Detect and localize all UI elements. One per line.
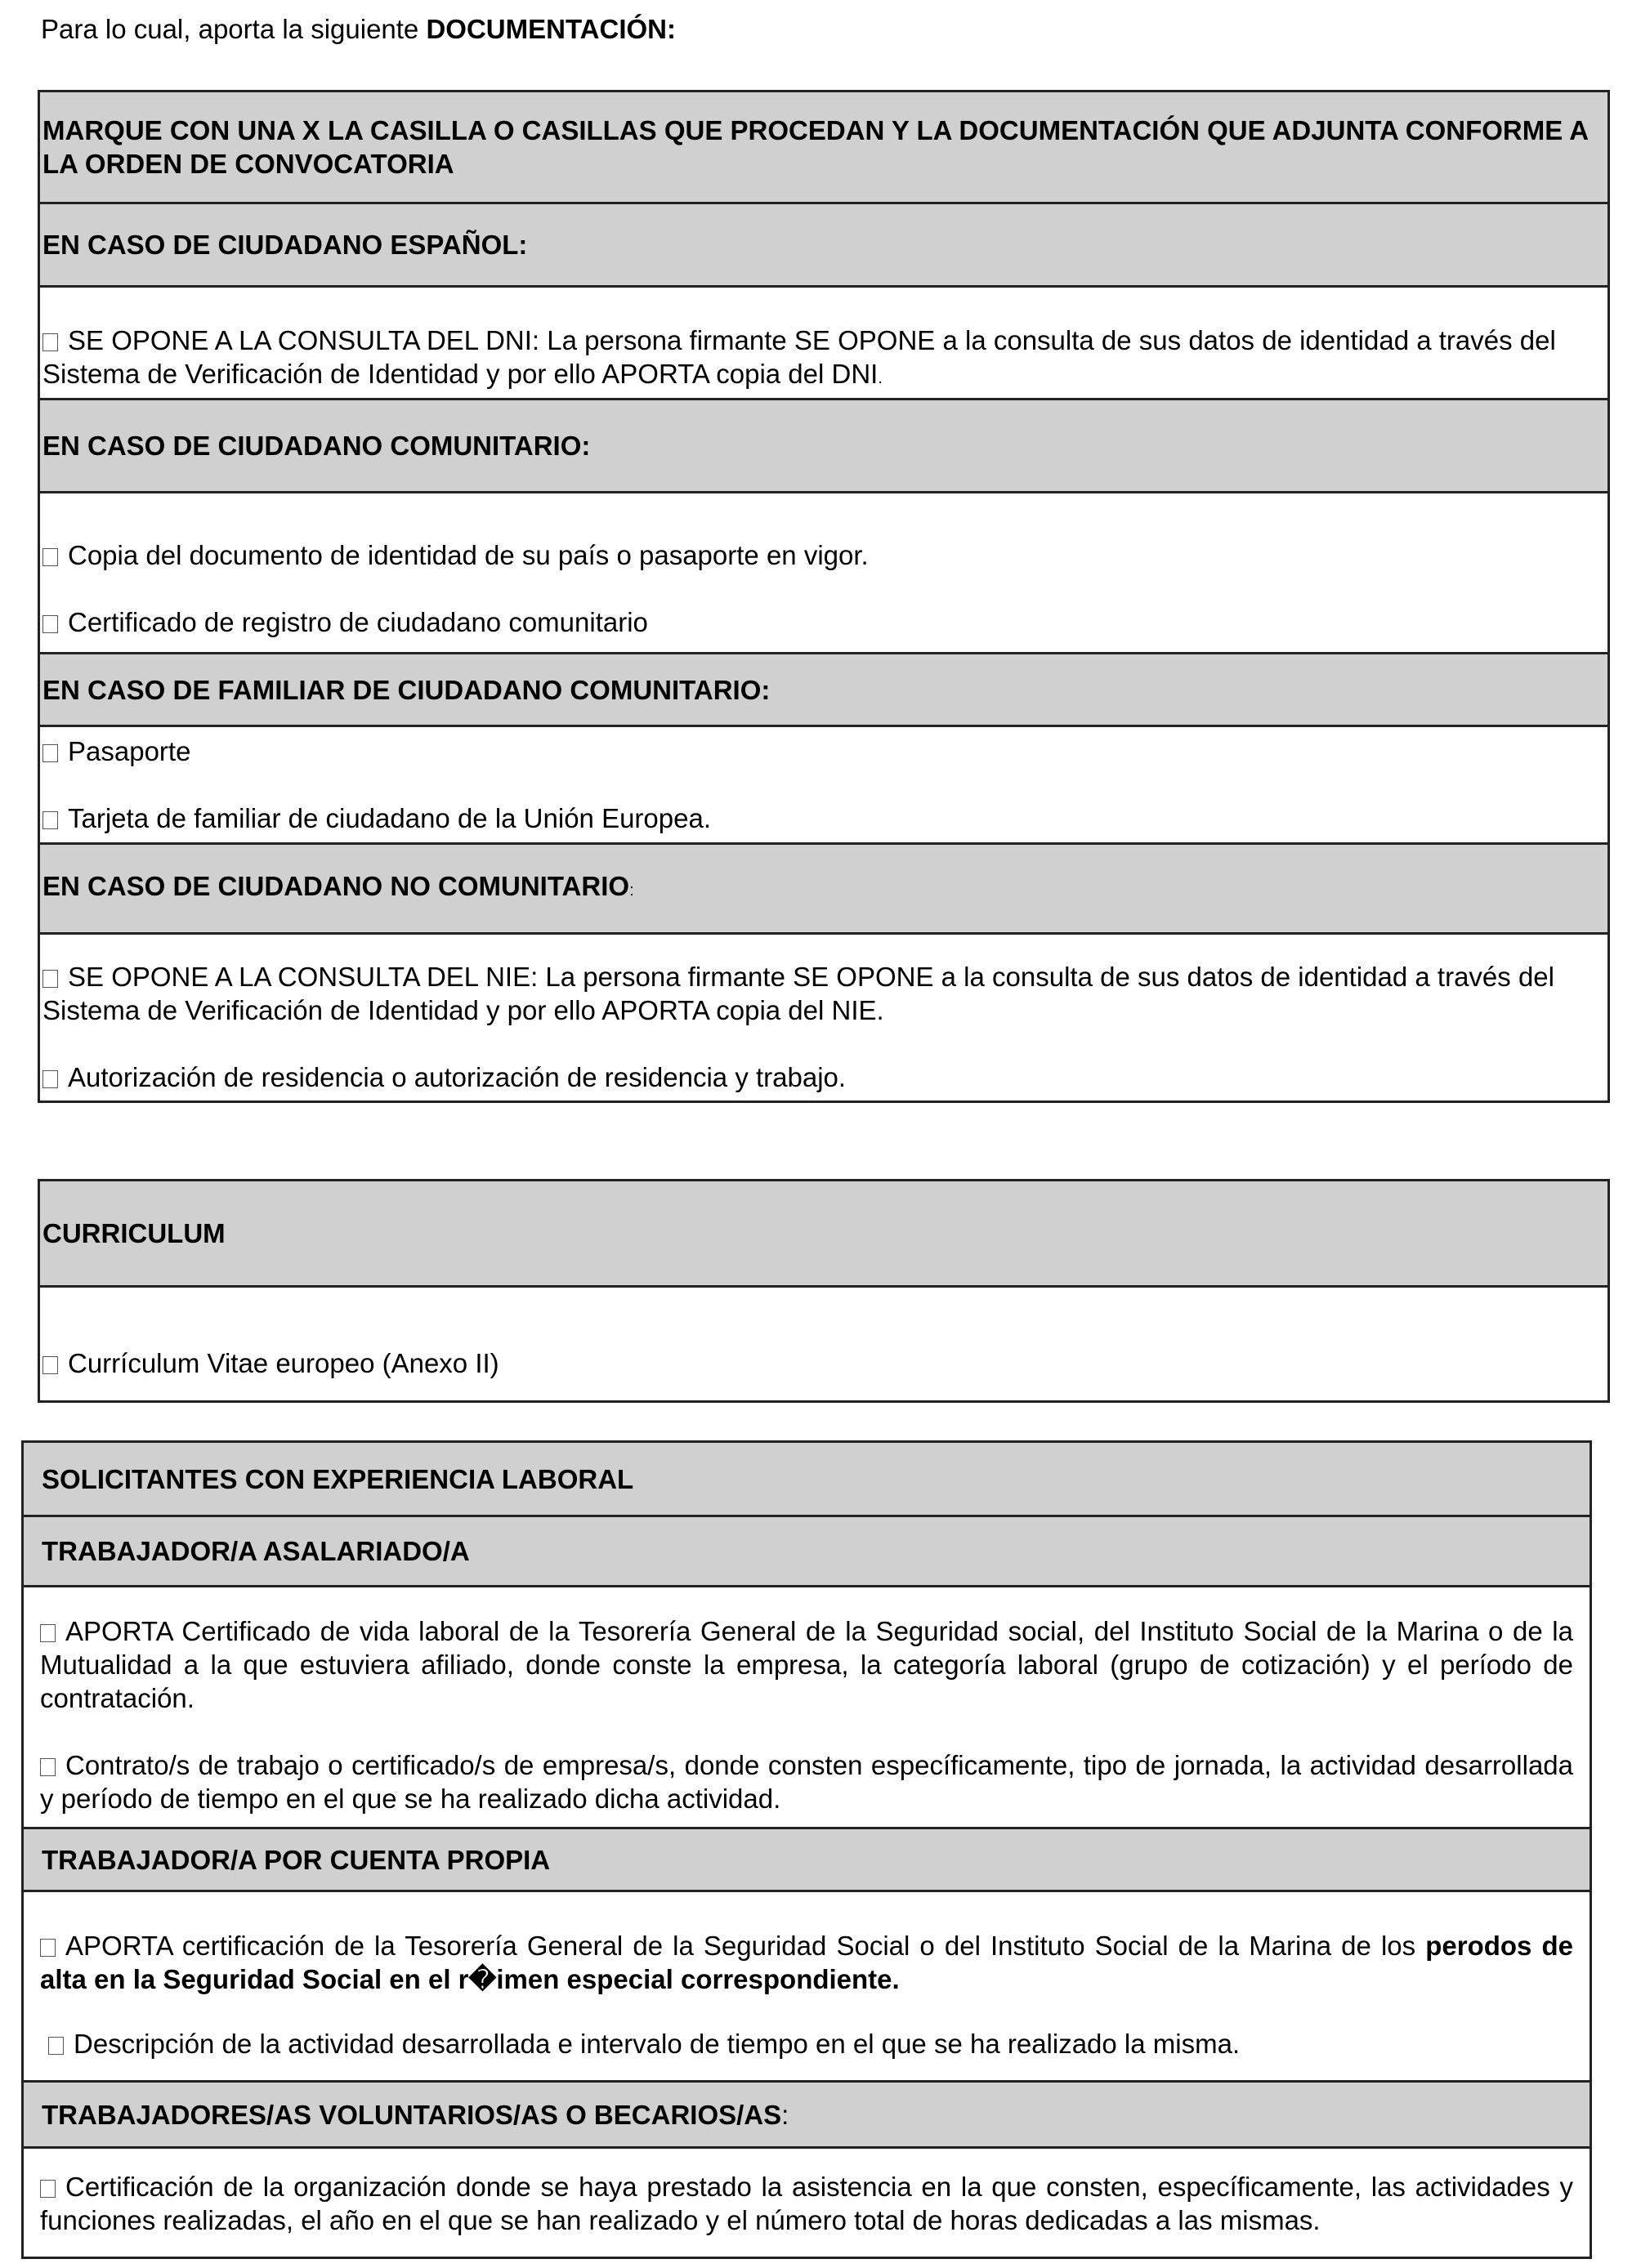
experience-table [21, 1440, 1592, 2259]
experience-table-title: SOLICITANTES CON EXPERIENCIA LABORAL [23, 1442, 1591, 1516]
header-espanol: EN CASO DE CIUDADANO ESPAÑOL: [39, 203, 1609, 287]
checkbox[interactable] [42, 811, 58, 829]
item-espanol-dni: SE OPONE A LA CONSULTA DEL DNI: La persona firmante SE OPONE a la consulta de sus datos de identidad a través del Sistema de Verificación de Identidad y por ello APORTA copia del DNI. [42, 325, 1556, 389]
section-espanol [39, 287, 1609, 400]
checkbox[interactable] [42, 548, 58, 566]
intro-bold: DOCUMENTACIÓN: [426, 14, 676, 44]
checkbox[interactable] [40, 1758, 56, 1776]
item-no-comunitario-residencia: Autorización de residencia o autorización de residencia y trabajo. [42, 1027, 1604, 1094]
checkbox[interactable] [42, 970, 58, 988]
header-asalariado: TRABAJADOR/A ASALARIADO/A [23, 1516, 1591, 1587]
checkbox[interactable] [42, 744, 58, 762]
checkbox[interactable] [42, 333, 58, 351]
checkbox[interactable] [40, 1939, 56, 1957]
section-cuenta-propia [23, 1891, 1591, 2082]
header-cuenta-propia: TRABAJADOR/A POR CUENTA PROPIA [23, 1828, 1591, 1891]
intro-prefix: Para lo cual, aporta la siguiente [41, 14, 427, 44]
item-no-comunitario-nie: SE OPONE A LA CONSULTA DEL NIE: La persona firmante SE OPONE a la consulta de sus datos de identidad a través del Sistema de Verificación de Identidad y por ello APORTA copia del NIE. [42, 962, 1554, 1025]
item-familiar-pasaporte: Pasaporte [42, 734, 1604, 768]
item-comunitario-pasaporte: Copia del documento de identidad de su país o pasaporte en vigor. [42, 507, 1604, 572]
section-curriculum [39, 1287, 1609, 1402]
header-voluntarios: TRABAJADORES/AS VOLUNTARIOS/AS O BECARIOS/AS: [23, 2082, 1591, 2148]
item-cuenta-propia-certificacion: APORTA certificación de la Tesorería General de la Seguridad Social o del Instituto Social de la Marina de los perodos de alta en la Seguridad Social en el r�imen especial correspondiente. [40, 1930, 1573, 1994]
item-asalariado-vida-laboral: APORTA Certificado de vida laboral de la Tesorería General de la Seguridad social, del Instituto Social de la Marina o de la Mutualidad a la que estuviera afiliado, donde conste la empresa, la categoría laboral (grupo de cotización) y el período de contratación. [40, 1615, 1573, 1713]
checkbox[interactable] [40, 2180, 56, 2198]
header-comunitario: EN CASO DE CIUDADANO COMUNITARIO: [39, 400, 1609, 493]
checkbox[interactable] [40, 1624, 56, 1642]
section-familiar [39, 726, 1609, 844]
item-familiar-tarjeta: Tarjeta de familiar de ciudadano de la Unión Europea. [42, 768, 1604, 835]
intro-line [41, 11, 676, 47]
header-curriculum: CURRICULUM [39, 1181, 1609, 1287]
item-comunitario-registro: Certificado de registro de ciudadano comunitario [42, 572, 1604, 639]
checkbox[interactable] [42, 1070, 58, 1088]
section-asalariado [23, 1587, 1591, 1828]
identity-table-title: MARQUE CON UNA X LA CASILLA O CASILLAS QUE PROCEDAN Y LA DOCUMENTACIÓN QUE ADJUNTA CONFORME A LA ORDEN DE CONVOCATORIA [39, 92, 1609, 203]
checkbox[interactable] [42, 1356, 58, 1374]
item-cuenta-propia-descripcion: Descripción de la actividad desarrollada e intervalo de tiempo en el que se ha realizado la misma. [40, 1996, 1573, 2060]
section-voluntarios [23, 2148, 1591, 2258]
header-familiar: EN CASO DE FAMILIAR DE CIUDADANO COMUNITARIO: [39, 654, 1609, 726]
item-curriculum-vitae: Currículum Vitae europeo (Anexo II) [42, 1309, 1604, 1380]
header-no-comunitario: EN CASO DE CIUDADANO NO COMUNITARIO: [39, 844, 1609, 934]
section-no-comunitario [39, 934, 1609, 1102]
section-comunitario [39, 493, 1609, 654]
item-asalariado-contratos: Contrato/s de trabajo o certificado/s de empresa/s, donde consten específicamente, tipo de jornada, la actividad desarrollada y período de tiempo en el que se ha realizado dicha actividad. [40, 1749, 1573, 1814]
item-voluntarios-certificacion: Certificación de la organización donde se haya prestado la asistencia en la que consten, específicamente, las actividades y funciones realizadas, el año en el que se han realizado y el número total de horas dedicadas a las mismas. [40, 2172, 1573, 2235]
identity-table [38, 90, 1610, 1103]
curriculum-table [38, 1179, 1610, 1403]
checkbox[interactable] [42, 615, 58, 633]
checkbox[interactable] [48, 2037, 64, 2055]
